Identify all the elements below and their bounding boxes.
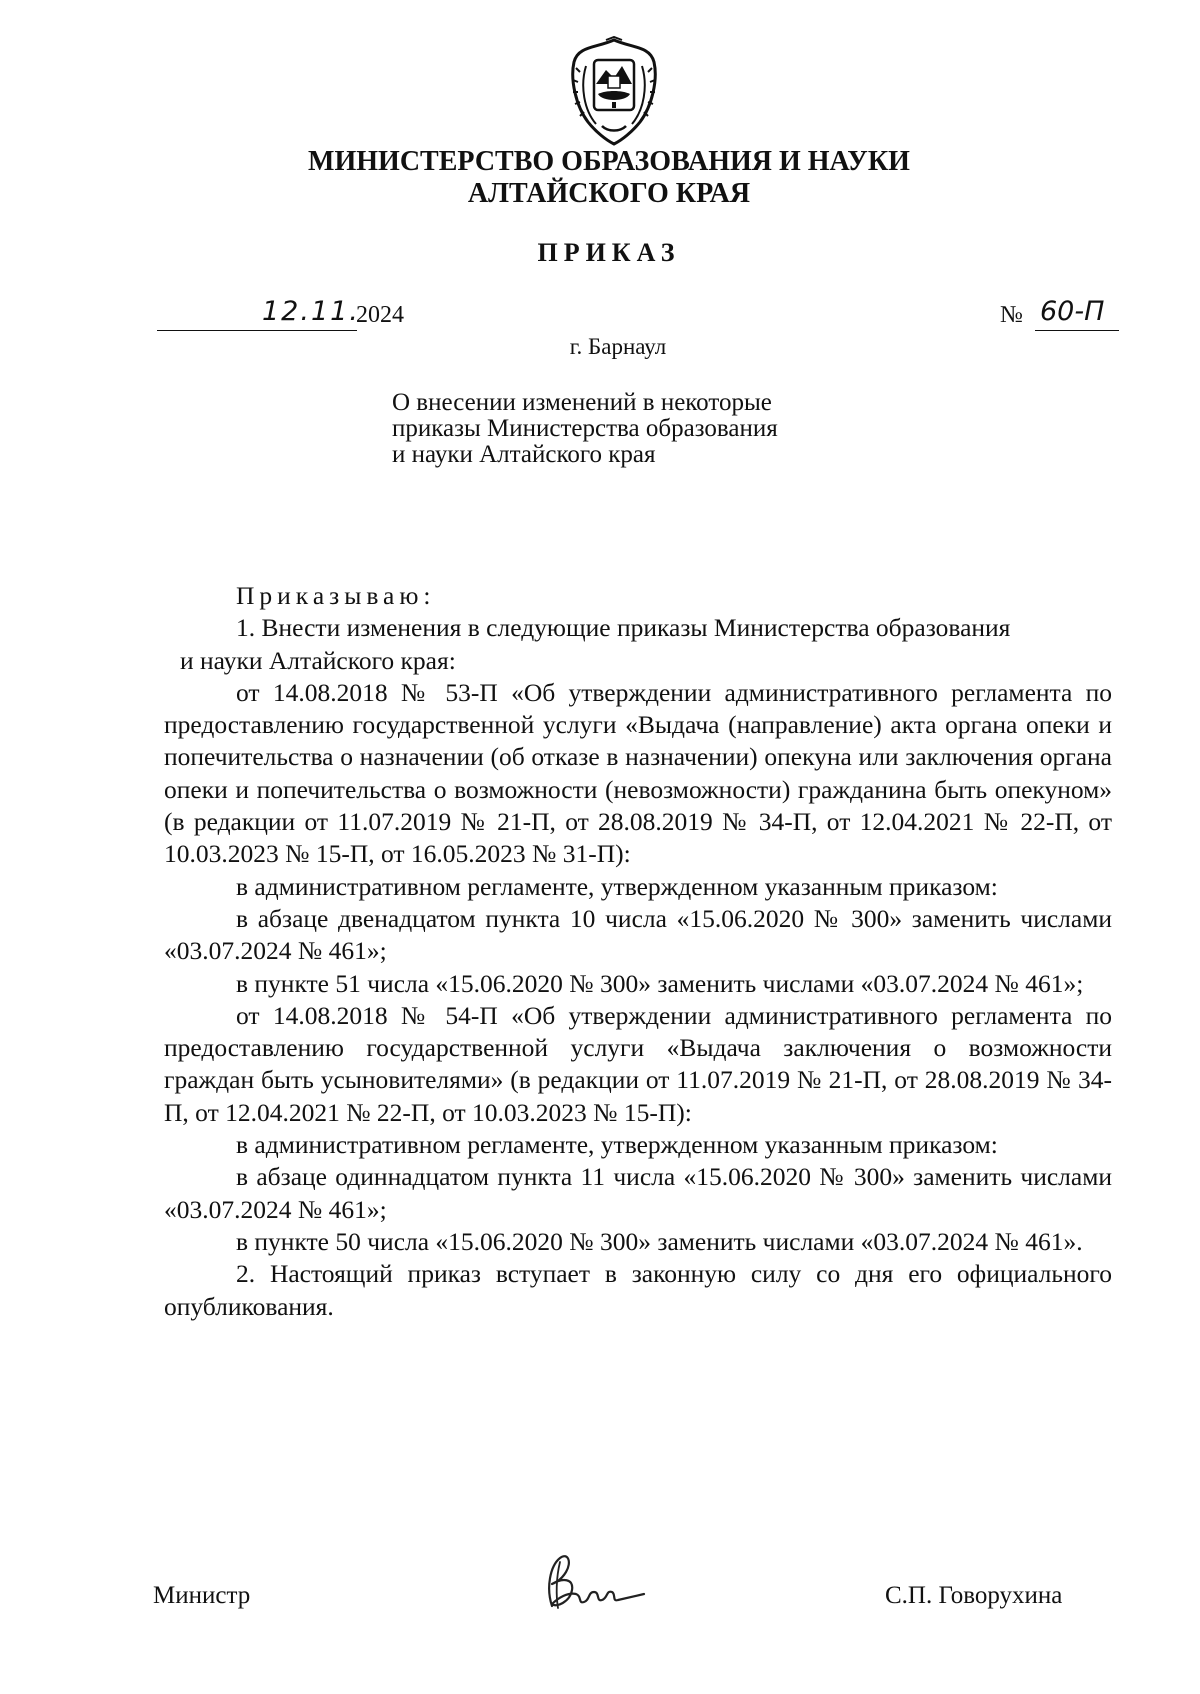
city: г. Барнаул bbox=[569, 334, 667, 359]
signatory-position: Министр bbox=[153, 1582, 251, 1609]
document-type: ПРИКАЗ bbox=[537, 238, 681, 267]
order-body bbox=[164, 580, 1112, 1323]
item-2: 2. Настоящий приказ вступает в законную силу со дня его официального опубликования. bbox=[164, 1259, 1112, 1321]
subject-line-1: О внесении изменений в некоторые bbox=[392, 389, 772, 416]
signatory-name: С.П. Говорухина bbox=[885, 1582, 1063, 1609]
date-handwritten: 12.11. bbox=[262, 296, 360, 327]
date-year: 2024 bbox=[356, 302, 404, 328]
subject-line-3: и науки Алтайского края bbox=[392, 441, 656, 468]
signature-icon bbox=[538, 1548, 648, 1618]
item-1-intro-cont: и науки Алтайского края: bbox=[180, 645, 456, 675]
coat-of-arms-icon bbox=[566, 36, 662, 148]
order-number-handwritten: 60-П bbox=[1040, 296, 1105, 327]
number-sign: № bbox=[1000, 302, 1023, 328]
order-53-paragraph: от 14.08.2018 № 53-П «Об утверждении административного регламента по предоставлению государственной услуги «Выдача (направление) акта органа опеки и попечительства о назначении (об отказе в назначении) опекуна или заключения органа опеки и попечительства о возможности (невозможности) гражданина быть опекуном» (в редакции от 11.07.2019 № 21-П, от 28.08.2019 № 34-П, от 12.04.2021 № 22-П, от 10.03.2023 № 15-П, от 16.05.2023 № 31-П): bbox=[164, 677, 1112, 869]
order-54-change-2: в пункте 50 числа «15.06.2020 № 300» заменить числами «03.07.2024 № 461». bbox=[236, 1226, 1083, 1256]
order-53-regulation: в административном регламенте, утвержденном указанным приказом: bbox=[236, 871, 998, 901]
order-53-change-1: в абзаце двенадцатом пункта 10 числа «15.06.2020 № 300» заменить числами «03.07.2024 № 461»; bbox=[164, 903, 1112, 966]
order-53-change-2: в пункте 51 числа «15.06.2020 № 300» заменить числами «03.07.2024 № 461»; bbox=[236, 968, 1084, 998]
order-word: Приказываю: bbox=[236, 581, 436, 610]
ministry-line-1: МИНИСТЕРСТВО ОБРАЗОВАНИЯ И НАУКИ bbox=[308, 146, 910, 177]
item-1-intro: 1. Внести изменения в следующие приказы Министерства образования bbox=[236, 613, 1011, 643]
ministry-name bbox=[0, 146, 1200, 210]
order-54-change-1: в абзаце одиннадцатом пункта 11 числа «15.06.2020 № 300» заменить числами «03.07.2024 № 461»; bbox=[164, 1162, 1112, 1224]
order-subject bbox=[392, 390, 778, 468]
order-54-paragraph: от 14.08.2018 № 54-П «Об утверждении административного регламента по предоставлению государственной услуги «Выдача заключения о возможности граждан быть усыновителями» (в редакции от 11.07.2019 № 21-П, от 28.08.2019 № 34-П, от 12.04.2021 № 22-П, от 10.03.2023 № 15-П): bbox=[164, 1000, 1112, 1127]
subject-line-2: приказы Министерства образования bbox=[392, 415, 778, 442]
order-54-regulation: в административном регламенте, утвержденном указанным приказом: bbox=[236, 1130, 998, 1160]
ministry-line-2: АЛТАЙСКОГО КРАЯ bbox=[467, 178, 751, 209]
